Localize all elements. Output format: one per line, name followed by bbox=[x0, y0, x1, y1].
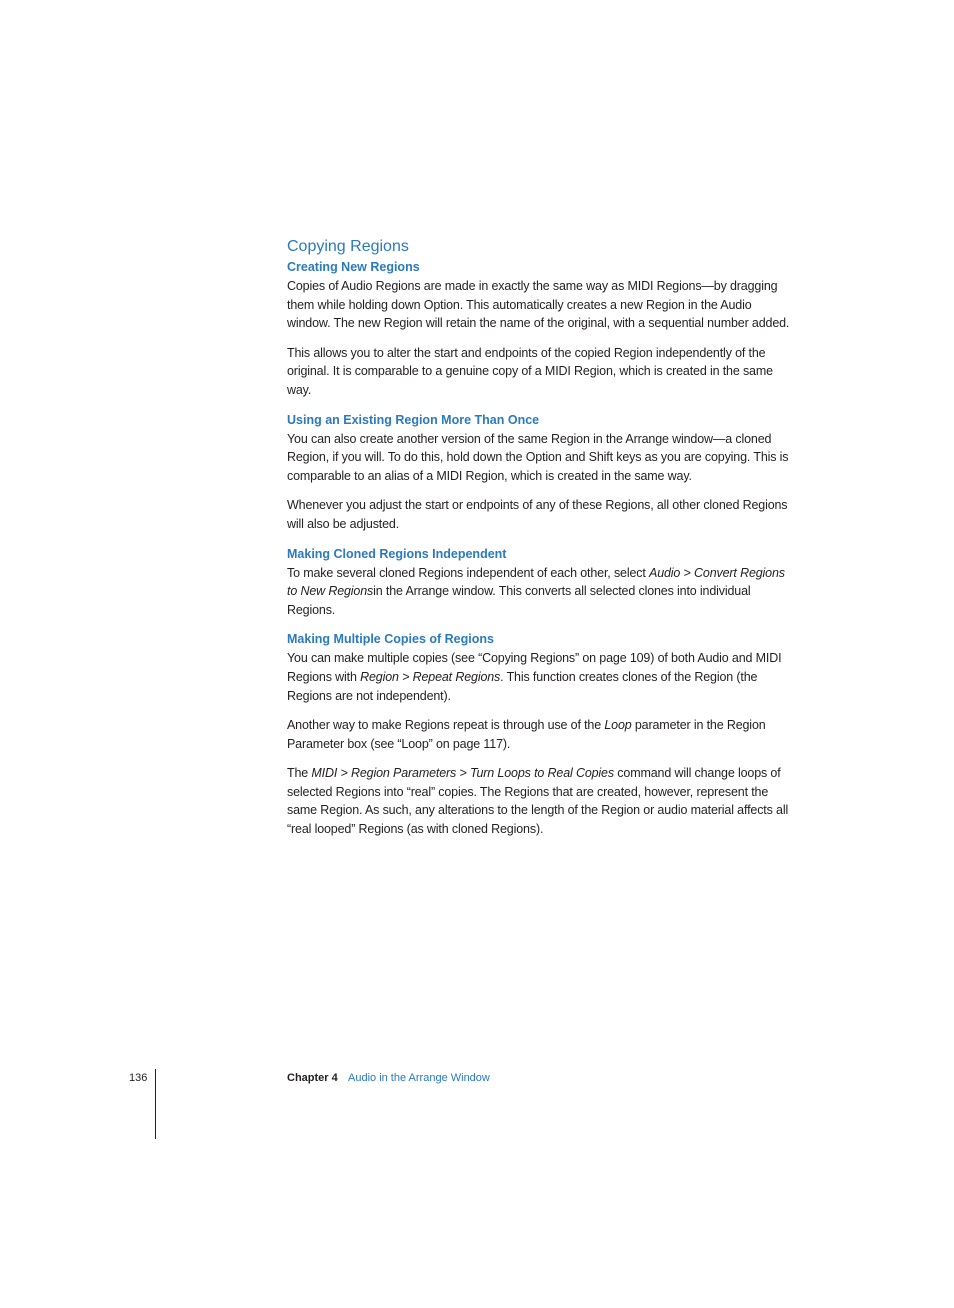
menu-path: MIDI > Region Parameters > Turn Loops to Real Copies bbox=[311, 766, 614, 781]
paragraph bbox=[287, 716, 797, 753]
text-run: command will change loops of selected Regions into “real” copies. The Regions that are created, however, represent the same Region. As such, any alterations to the length of the Region or audio material affects all “real looped” Regions (as with cloned Regions). bbox=[287, 766, 789, 837]
text-run: . This function creates clones of the Region (the Regions are not independent). bbox=[287, 669, 758, 703]
chapter-title: Audio in the Arrange Window bbox=[348, 1072, 490, 1084]
subhead-creating-new-regions: Creating New Regions bbox=[287, 260, 420, 274]
paragraph: This allows you to alter the start and endpoints of the copied Region independently of the original. It is comparable to a genuine copy of a MIDI Region, which is created in the same way. bbox=[287, 345, 773, 397]
paragraph: Whenever you adjust the start or endpoints of any of these Regions, all other cloned Regions will also be adjusted. bbox=[287, 498, 788, 531]
parameter-name: Loop bbox=[604, 718, 632, 733]
footer-rule bbox=[155, 1069, 156, 1139]
subhead-making-cloned-regions-independent: Making Cloned Regions Independent bbox=[287, 546, 507, 561]
menu-path: Audio > Convert Regions to New Regions bbox=[287, 565, 785, 599]
paragraph: Copies of Audio Regions are made in exactly the same way as MIDI Regions—by dragging them while holding down Option. This automatically creates a new Region in the Audio window. The new Region will retain the name of the original, with a sequential number added. bbox=[287, 279, 790, 331]
section-title: Copying Regions bbox=[287, 238, 409, 255]
paragraph bbox=[287, 649, 797, 705]
page-number: 136 bbox=[129, 1072, 148, 1084]
text-run: parameter in the Region Parameter box (see “Loop” on page 117). bbox=[287, 718, 766, 751]
subhead-making-multiple-copies: Making Multiple Copies of Regions bbox=[287, 632, 494, 647]
text-run: Another way to make Regions repeat is through use of the bbox=[287, 718, 605, 733]
text-run: You can make multiple copies (see “Copying Regions” on page 109) of both Audio and MIDI Regions with bbox=[287, 651, 782, 684]
chapter-label: Chapter 4 bbox=[287, 1072, 338, 1084]
subhead-using-existing-region: Using an Existing Region More Than Once bbox=[287, 412, 540, 427]
paragraph bbox=[287, 564, 797, 620]
paragraph: You can also create another version of the same Region in the Arrange window—a cloned Region, if you will. To do this, hold down the Option and Shift keys as you are copying. This is comparable to an alias of a MIDI Region, which is created in the same way. bbox=[287, 431, 789, 483]
text-run: To make several cloned Regions independent of each other, select bbox=[287, 565, 650, 580]
text-run: The bbox=[287, 766, 312, 781]
page-content bbox=[287, 236, 797, 839]
text-run: in the Arrange window. This converts all selected clones into individual Regions. bbox=[287, 584, 751, 617]
paragraph bbox=[287, 764, 797, 838]
menu-path: Region > Repeat Regions bbox=[360, 669, 501, 684]
